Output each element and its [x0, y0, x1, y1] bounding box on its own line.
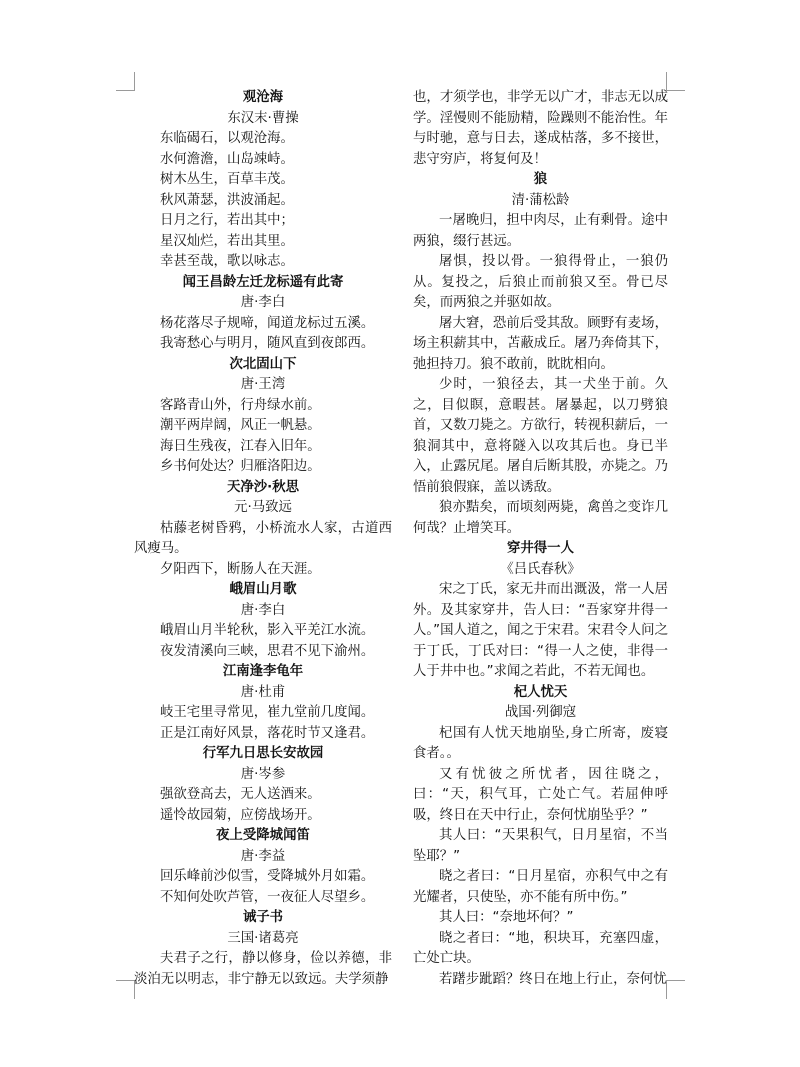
prose-paragraph: 夕阳西下，断肠人在天涯。	[160, 561, 321, 577]
author-line: 唐·李白	[240, 295, 286, 310]
poem-line: 树木丛生，百草丰茂。	[160, 172, 294, 187]
poem-line: 正是江南好风景，落花时节又逢君。	[160, 725, 375, 741]
prose-paragraph: 一屠晚归，担中肉尽，止有剩骨。途中两狼，缀行甚远。	[413, 213, 668, 249]
left-text-column	[134, 88, 392, 990]
poem-line: 幸甚至哉，歌以咏志。	[160, 254, 294, 269]
poem-line: 遥怜故园菊，应傍战场开。	[160, 807, 321, 823]
crop-mark-bottom-right	[666, 980, 685, 999]
crop-mark-bottom-left	[116, 980, 135, 999]
author-line: 唐·李白	[240, 602, 286, 618]
section-title: 夜上受降城闻笛	[216, 828, 310, 843]
poem-line: 乡书何处达？归雁洛阳边。	[160, 459, 321, 474]
prose-paragraph: 枯藤老树昏鸦，小桥流水人家，古道西风瘦马。	[134, 520, 392, 556]
poem-line: 日月之行，若出其中；	[160, 213, 294, 228]
section-title: 行军九日思长安故园	[202, 746, 324, 761]
prose-paragraph: 宋之丁氏，家无井而出溉汲，常一人居外。及其家穿井，告人曰：“吾家穿井得一人。”国人道之，闻之于宋君。宋君令人问之于丁氏，丁氏对曰：“得一人之使，非得一人于井中也。”求闻之若此，不若无闻也。	[413, 582, 668, 679]
author-line: 唐·杜甫	[240, 684, 286, 700]
poem-line: 夜发清溪向三峡，思君不见下渝州。	[160, 643, 375, 659]
poem-line: 我寄愁心与明月，随风直到夜郎西。	[160, 336, 375, 351]
prose-paragraph: 狼亦黠矣，而顷刻两毙，禽兽之变诈几何哉？止增笑耳。	[413, 500, 668, 536]
prose-paragraph: 屠大窘，恐前后受其敌。顾野有麦场，场主积薪其中，苫蔽成丘。屠乃奔倚其下，弛担持刀。狼不敢前，眈眈相向。	[413, 315, 668, 372]
prose-paragraph: 其人曰：“奈地坏何？”	[439, 910, 574, 925]
section-title: 狼	[533, 172, 548, 187]
section-title: 观沧海	[242, 90, 284, 105]
section-title: 次北固山下	[229, 356, 297, 372]
author-line: 《吕氏春秋》	[500, 561, 581, 577]
right-text-column	[413, 88, 668, 990]
author-line: 三国·诸葛亮	[227, 930, 299, 946]
prose-paragraph: 晓之者曰：“日月星宿，亦积气中之有光耀者，只使坠，亦不能有所中伤。”	[413, 869, 668, 905]
poem-line: 强欲登高去，无人送酒来。	[160, 787, 321, 802]
author-line: 清·蒲松龄	[511, 192, 570, 208]
prose-paragraph: 晓之者曰：“地，积块耳，充塞四虚，亡处亡块。	[413, 930, 668, 966]
prose-paragraph: 少时，一狼径去，其一犬坐于前。久之，目似瞑，意暇甚。屠暴起，以刀劈狼首，又数刀毙之。方欲行，转视积薪后，一狼洞其中，意将隧入以攻其后也。身已半入，止露尻尾。屠自后断其股，亦毙之。乃悟前狼假寐，盖以诱敌。	[413, 377, 668, 495]
poem-line: 秋风萧瑟，洪波涌起。	[160, 192, 294, 208]
poem-line: 潮平两岸阔，风正一帆悬。	[160, 418, 321, 433]
section-title: 穿井得一人	[507, 541, 574, 556]
author-line: 东汉末·曹操	[227, 110, 299, 126]
poem-line: 不知何处吹芦管，一夜征人尽望乡。	[160, 889, 375, 905]
section-title: 杞人忧天	[513, 684, 568, 700]
poem-line: 峨眉山月半轮秋，影入平羌江水流。	[160, 623, 375, 638]
poem-line: 水何澹澹，山岛竦峙。	[160, 151, 294, 167]
poem-line: 海日生残夜，江春入旧年。	[160, 438, 321, 454]
author-line: 唐·岑参	[240, 766, 286, 782]
prose-paragraph: 夫君子之行，静以修身，俭以养德，非淡泊无以明志，非宁静无以致远。夫学须静	[134, 951, 392, 987]
prose-paragraph: 杞国有人忧天地崩坠,身亡所寄，废寝食者。。	[413, 725, 668, 761]
crop-mark-top-left	[116, 72, 135, 91]
section-title: 天净沙·秋思	[226, 479, 300, 495]
poem-line: 星汉灿烂，若出其里。	[160, 233, 294, 249]
poem-line: 东临碣石，以观沧海。	[160, 131, 294, 146]
section-title: 诫子书	[242, 910, 284, 925]
author-line: 元·马致远	[234, 500, 292, 515]
prose-paragraph: 屠惧，投以骨。一狼得骨止，一狼仍从。复投之，后狼止而前狼又至。骨已尽矣，而两狼之并驱如故。	[413, 254, 668, 310]
section-title: 闻王昌龄左迁龙标遥有此寄	[182, 274, 344, 290]
poem-line: 回乐峰前沙似雪，受降城外月如霜。	[160, 869, 375, 884]
continued-paragraph: 也，才须学也，非学无以广才，非志无以成学。淫慢则不能励精，险躁则不能治性。年与时驰，意与日去，遂成枯落，多不接世，悲守穷庐，将复何及！	[413, 90, 668, 167]
section-title: 江南逢李龟年	[222, 664, 304, 679]
poem-line: 客路青山外，行舟绿水前。	[160, 397, 321, 413]
section-title: 峨眉山月歌	[229, 582, 297, 597]
prose-paragraph: 若躇步跐蹈？终日在地上行止，奈何忧	[439, 971, 667, 987]
poem-line: 岐王宅里寻常见，崔九堂前几度闻。	[160, 705, 375, 720]
prose-paragraph: 其人曰：“天果积气，日月星宿，不当坠耶？”	[413, 828, 668, 864]
author-line: 唐·李益	[240, 848, 286, 864]
prose-paragraph: 又有忧彼之所忧者，因往晓之，曰：“天，积气耳，亡处亡气。若屈伸呼吸，终日在天中行止，奈何忧崩坠乎？”	[413, 766, 668, 823]
crop-mark-top-right	[666, 72, 685, 91]
author-line: 战国·列御寇	[504, 705, 577, 720]
author-line: 唐·王湾	[240, 377, 286, 392]
poem-line: 杨花落尽子规啼，闻道龙标过五溪。	[160, 315, 375, 331]
